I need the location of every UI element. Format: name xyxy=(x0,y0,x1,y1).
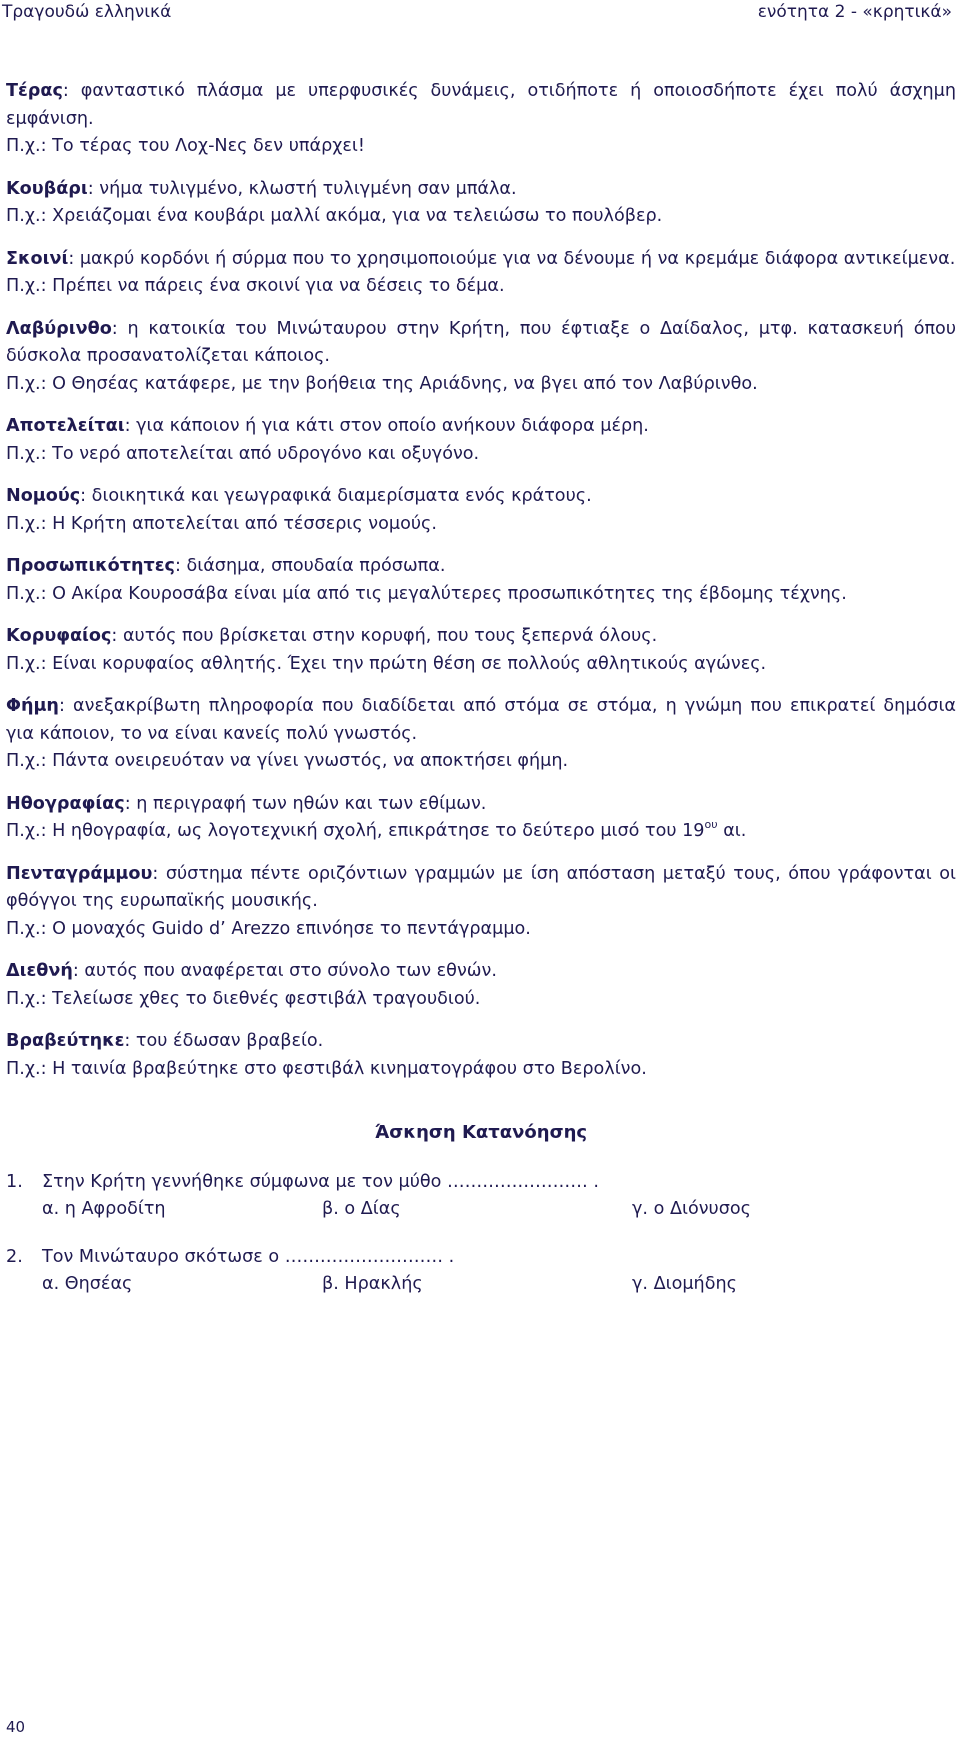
glossary-entry xyxy=(6,958,956,1013)
entry-term: Ηθογραφίας xyxy=(6,793,125,814)
entry-definition: : η κατοικία του Μινώταυρου στην Κρήτη, που έφτιαξε ο Δαίδαλος, μτφ. κατασκευή όπου δύσκολα προσανατολίζεται κάποιος. xyxy=(6,318,956,366)
entry-term: Κουβάρι xyxy=(6,178,88,199)
entry-example-text: Π.χ.: Η ηθογραφία, ως λογοτεχνική σχολή, επικράτησε το δεύτερο μισό του 19 xyxy=(6,821,705,841)
glossary-entry xyxy=(6,316,956,399)
page-number: 40 xyxy=(6,1718,26,1736)
entry-term: Τέρας xyxy=(6,81,63,101)
entry-definition: : διοικητικά και γεωγραφικά διαμερίσματα ενός κράτους. xyxy=(80,486,592,506)
answer-options xyxy=(6,1271,956,1299)
entry-example: Π.χ.: Η ταινία βραβεύτηκε στο φεστιβάλ κινηματογράφου στο Βερολίνο. xyxy=(6,1058,647,1079)
entry-example: Π.χ.: Το τέρας του Λοχ-Νες δεν υπάρχει! xyxy=(6,136,365,156)
glossary-entry xyxy=(6,483,956,538)
entry-term: Αποτελείται xyxy=(6,416,125,436)
header-title: Τραγουδώ ελληνικά xyxy=(2,2,172,22)
entry-example xyxy=(6,818,956,846)
question-number: 1. xyxy=(6,1171,23,1192)
entry-example: Π.χ.: Το νερό αποτελείται από υδρογόνο και οξυγόνο. xyxy=(6,443,480,464)
entry-term: Πενταγράμμου xyxy=(6,863,153,884)
question-text: Τον Μινώταυρο σκότωσε ο ……………………… . xyxy=(42,1246,455,1267)
ordinal-suffix: ου xyxy=(704,818,718,831)
glossary-entry xyxy=(6,553,956,608)
entry-example: Π.χ.: Πρέπει να πάρεις ένα σκοινί για να δέσεις το δέμα. xyxy=(6,276,505,296)
entry-definition: : διάσημα, σπουδαία πρόσωπα. xyxy=(174,556,446,576)
question-number: 2. xyxy=(6,1246,23,1267)
page-header xyxy=(0,2,960,24)
entry-example-tail: αι. xyxy=(717,821,747,841)
glossary-entry xyxy=(6,413,956,468)
entry-definition: : ανεξακρίβωτη πληροφορία που διαδίδεται από στόμα σε στόμα, η γνώμη που επικρατεί δημόσια για κάποιον, το να είναι κανείς πολύ γνωστός. xyxy=(6,696,956,744)
entry-example: Π.χ.: Πάντα ονειρευόταν να γίνει γνωστός, να αποκτήσει φήμη. xyxy=(6,751,569,771)
entry-term: Κορυφαίος xyxy=(6,626,112,646)
entry-term: Λαβύρινθο xyxy=(6,318,112,339)
glossary-entry xyxy=(6,246,956,301)
entry-term: Νομούς xyxy=(6,486,81,506)
entry-definition: : φανταστικό πλάσμα με υπερφυσικές δυνάμεις, οτιδήποτε ή οποιοσδήποτε έχει πολύ άσχημη εμφάνιση. xyxy=(6,81,956,129)
entry-definition: : νήμα τυλιγμένο, κλωστή τυλιγμένη σαν μπάλα. xyxy=(87,178,517,199)
glossary-entry xyxy=(6,78,956,161)
answer-option-c[interactable]: γ. Διομήδης xyxy=(632,1274,737,1294)
entry-definition: : αυτός που βρίσκεται στην κορυφή, που τους ξεπερνά όλους. xyxy=(111,626,658,646)
entry-term: Διεθνή xyxy=(6,961,73,981)
answer-option-a[interactable]: α. η Αφροδίτη xyxy=(42,1199,166,1219)
exercise-title: Άσκηση Κατανόησης xyxy=(374,1122,588,1143)
glossary-entry xyxy=(6,1028,956,1083)
entry-term: Προσωπικότητες xyxy=(6,556,175,576)
exercise-question xyxy=(6,1244,956,1299)
entry-definition: : μακρύ κορδόνι ή σύρμα που το χρησιμοποιούμε για να δένουμε ή να κρεμάμε διάφορα αντικείμενα. xyxy=(68,248,956,269)
exercise-question xyxy=(6,1169,956,1224)
question-text: Στην Κρήτη γεννήθηκε σύμφωνα με τον μύθο …………………… . xyxy=(42,1171,599,1192)
glossary-entry xyxy=(6,791,956,846)
entry-example: Π.χ.: Ο Θησέας κατάφερε, με την βοήθεια της Αριάδνης, να βγει από τον Λαβύρινθο. xyxy=(6,373,758,394)
glossary-entry xyxy=(6,693,956,776)
answer-option-a[interactable]: α. Θησέας xyxy=(42,1274,133,1294)
entry-example: Π.χ.: Χρειάζομαι ένα κουβάρι μαλλί ακόμα, για να τελειώσω το πουλόβερ. xyxy=(6,206,663,226)
entry-definition: : η περιγραφή των ηθών και των εθίμων. xyxy=(124,793,487,814)
entry-example: Π.χ.: Ο Ακίρα Κουροσάβα είναι μία από τις μεγαλύτερες προσωπικότητες της έβδομης τέχνης. xyxy=(6,583,847,604)
glossary-entry xyxy=(6,176,956,231)
answer-option-b[interactable]: β. ο Δίας xyxy=(322,1199,401,1219)
entry-example: Π.χ.: Τελείωσε χθες το διεθνές φεστιβάλ τραγουδιού. xyxy=(6,988,481,1009)
entry-term: Βραβεύτηκε xyxy=(6,1031,125,1051)
entry-definition: : αυτός που αναφέρεται στο σύνολο των εθνών. xyxy=(72,961,497,981)
answer-options xyxy=(6,1196,956,1224)
entry-example: Π.χ.: Η Κρήτη αποτελείται από τέσσερις νομούς. xyxy=(6,513,437,534)
entry-term: Φήμη xyxy=(6,696,59,716)
entry-example: Π.χ.: Είναι κορυφαίος αθλητής. Έχει την πρώτη θέση σε πολλούς αθλητικούς αγώνες. xyxy=(6,653,767,674)
entry-definition: : του έδωσαν βραβείο. xyxy=(124,1031,324,1051)
entry-example: Π.χ.: Ο μοναχός Guido d’ Arezzo επινόησε το πεντάγραμμο. xyxy=(6,918,531,939)
page-content xyxy=(6,78,956,1319)
entry-definition: : σύστημα πέντε οριζόντιων γραμμών με ίση απόσταση μεταξύ τους, όπου γράφονται οι φθόγγοι της ευρωπαϊκής μουσικής. xyxy=(6,863,956,911)
answer-option-b[interactable]: β. Ηρακλής xyxy=(322,1274,423,1294)
glossary-entry xyxy=(6,861,956,944)
glossary-entry xyxy=(6,623,956,678)
entry-term: Σκοινί xyxy=(6,248,69,269)
header-section: ενότητα 2 - «κρητικά» xyxy=(757,2,952,22)
entry-definition: : για κάποιον ή για κάτι στον οποίο ανήκουν διάφορα μέρη. xyxy=(124,416,649,436)
answer-option-c[interactable]: γ. ο Διόνυσος xyxy=(632,1199,751,1219)
